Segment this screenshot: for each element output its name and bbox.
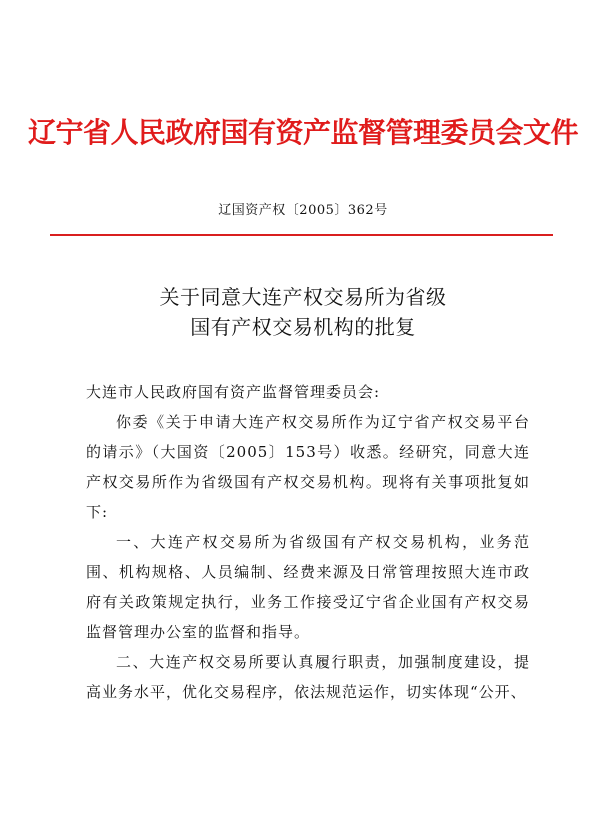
document-header-title: 辽宁省人民政府国有资产监督管理委员会文件 bbox=[27, 116, 578, 149]
document-number: 辽国资产权〔2005〕362号 bbox=[218, 203, 388, 218]
document-title-line-1: 关于同意大连产权交易所为省级 bbox=[159, 285, 447, 309]
document-title bbox=[0, 282, 606, 342]
salutation: 大连市人民政府国有资产监督管理委员会: bbox=[86, 383, 381, 401]
document-body bbox=[86, 377, 530, 707]
body-paragraph-1: 你委《关于申请大连产权交易所作为辽宁省产权交易平台的请示》（大国资〔2005〕153号）收悉。经研究，同意大连产权交易所作为省级国有产权交易机构。现将有关事项批复如下: bbox=[86, 413, 530, 521]
document-title-line-2: 国有产权交易机构的批复 bbox=[190, 315, 416, 339]
body-paragraph-2: 一、大连产权交易所为省级国有产权交易机构，业务范围、机构规格、人员编制、经费来源及日常管理按照大连市政府有关政策规定执行，业务工作接受辽宁省企业国有产权交易监督管理办公室的监督和指导。 bbox=[86, 533, 530, 641]
header-divider bbox=[50, 234, 553, 236]
body-paragraph-3: 二、大连产权交易所要认真履行职责，加强制度建设，提高业务水平，优化交易程序，依法规范运作，切实体现“公开、 bbox=[86, 653, 530, 701]
